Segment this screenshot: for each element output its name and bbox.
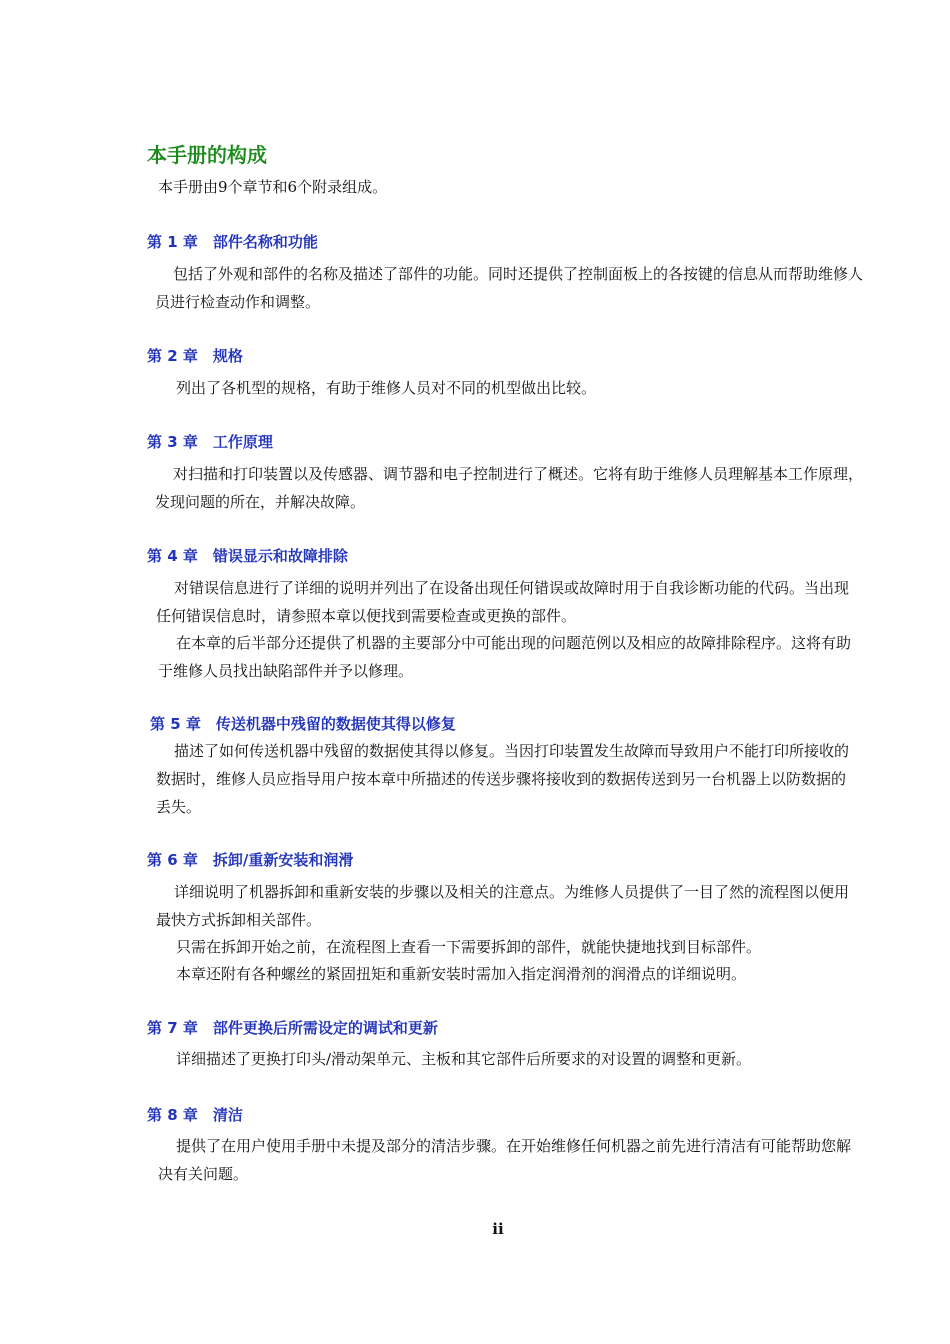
chapter-number: 第 7 章 bbox=[147, 1019, 198, 1037]
chapter-title: 部件更换后所需设定的调试和更新 bbox=[212, 1019, 438, 1037]
chapter-paragraph: 描述了如何传送机器中残留的数据使其得以修复。当因打印装置发生故障而导致用户不能打印所接收的数据时，维修人员应指导用户按本章中所描述的传送步骤将接收到的数据传送到另一台机器上以防数据的丢失。 bbox=[156, 742, 850, 816]
chapter-paragraph: 详细说明了机器拆卸和重新安装的步骤以及相关的注意点。为维修人员提供了一目了然的流程图以便用最快方式拆卸相关部件。 bbox=[156, 883, 850, 929]
page-number: ii bbox=[492, 1220, 504, 1238]
chapter-title: 拆卸/重新安装和润滑 bbox=[212, 851, 354, 869]
chapter-paragraph: 对错误信息进行了详细的说明并列出了在设备出现任何错误或故障时用于自我诊断功能的代码。当出现任何错误信息时，请参照本章以便找到需要检查或更换的部件。 bbox=[156, 579, 850, 625]
chapter-number: 第 6 章 bbox=[147, 851, 198, 869]
chapter-number: 第 8 章 bbox=[147, 1106, 198, 1124]
chapter-paragraph: 包括了外观和部件的名称及描述了部件的功能。同时还提供了控制面板上的各按键的信息从而帮助维修人员进行检查动作和调整。 bbox=[155, 265, 864, 311]
chapter-paragraph: 在本章的后半部分还提供了机器的主要部分中可能出现的问题范例以及相应的故障排除程序。这将有助于维修人员找出缺陷部件并予以修理。 bbox=[158, 634, 852, 680]
chapter-title: 工作原理 bbox=[212, 433, 273, 451]
chapter-number: 第 3 章 bbox=[147, 433, 198, 451]
chapter-paragraph: 本章还附有各种螺丝的紧固扭矩和重新安装时需加入指定润滑剂的润滑点的详细说明。 bbox=[176, 965, 747, 983]
chapter-heading bbox=[147, 545, 348, 567]
chapter-number: 第 4 章 bbox=[147, 547, 198, 565]
chapter-heading bbox=[147, 1104, 243, 1126]
chapter-heading bbox=[147, 849, 353, 871]
chapter-heading bbox=[147, 345, 243, 367]
chapter-paragraph: 列出了各机型的规格，有助于维修人员对不同的机型做出比较。 bbox=[176, 379, 597, 397]
chapter-number: 第 5 章 bbox=[150, 715, 201, 733]
chapter-paragraph: 详细描述了更换打印头/滑动架单元、主板和其它部件后所要求的对设置的调整和更新。 bbox=[176, 1050, 752, 1068]
page-title: 本手册的构成 bbox=[147, 143, 267, 167]
chapter-title: 规格 bbox=[212, 347, 243, 365]
chapter-title: 清洁 bbox=[212, 1106, 243, 1124]
chapter-paragraph: 只需在拆卸开始之前，在流程图上查看一下需要拆卸的部件，就能快捷地找到目标部件。 bbox=[176, 938, 762, 956]
chapter-paragraph: 提供了在用户使用手册中未提及部分的清洁步骤。在开始维修任何机器之前先进行清洁有可能帮助您解决有关问题。 bbox=[158, 1137, 852, 1183]
chapter-title: 错误显示和故障排除 bbox=[212, 547, 348, 565]
chapter-title: 传送机器中残留的数据使其得以修复 bbox=[215, 715, 456, 733]
chapter-paragraph: 对扫描和打印装置以及传感器、调节器和电子控制进行了概述。它将有助于维修人员理解基本工作原理，发现问题的所在，并解决故障。 bbox=[155, 465, 864, 511]
chapter-title: 部件名称和功能 bbox=[212, 233, 318, 251]
chapter-heading bbox=[147, 1017, 438, 1039]
chapter-heading bbox=[147, 231, 318, 253]
chapter-heading bbox=[147, 431, 273, 453]
chapter-number: 第 2 章 bbox=[147, 347, 198, 365]
intro-text: 本手册由9个章节和6个附录组成。 bbox=[158, 178, 388, 196]
chapter-number: 第 1 章 bbox=[147, 233, 198, 251]
chapter-heading bbox=[150, 713, 456, 735]
